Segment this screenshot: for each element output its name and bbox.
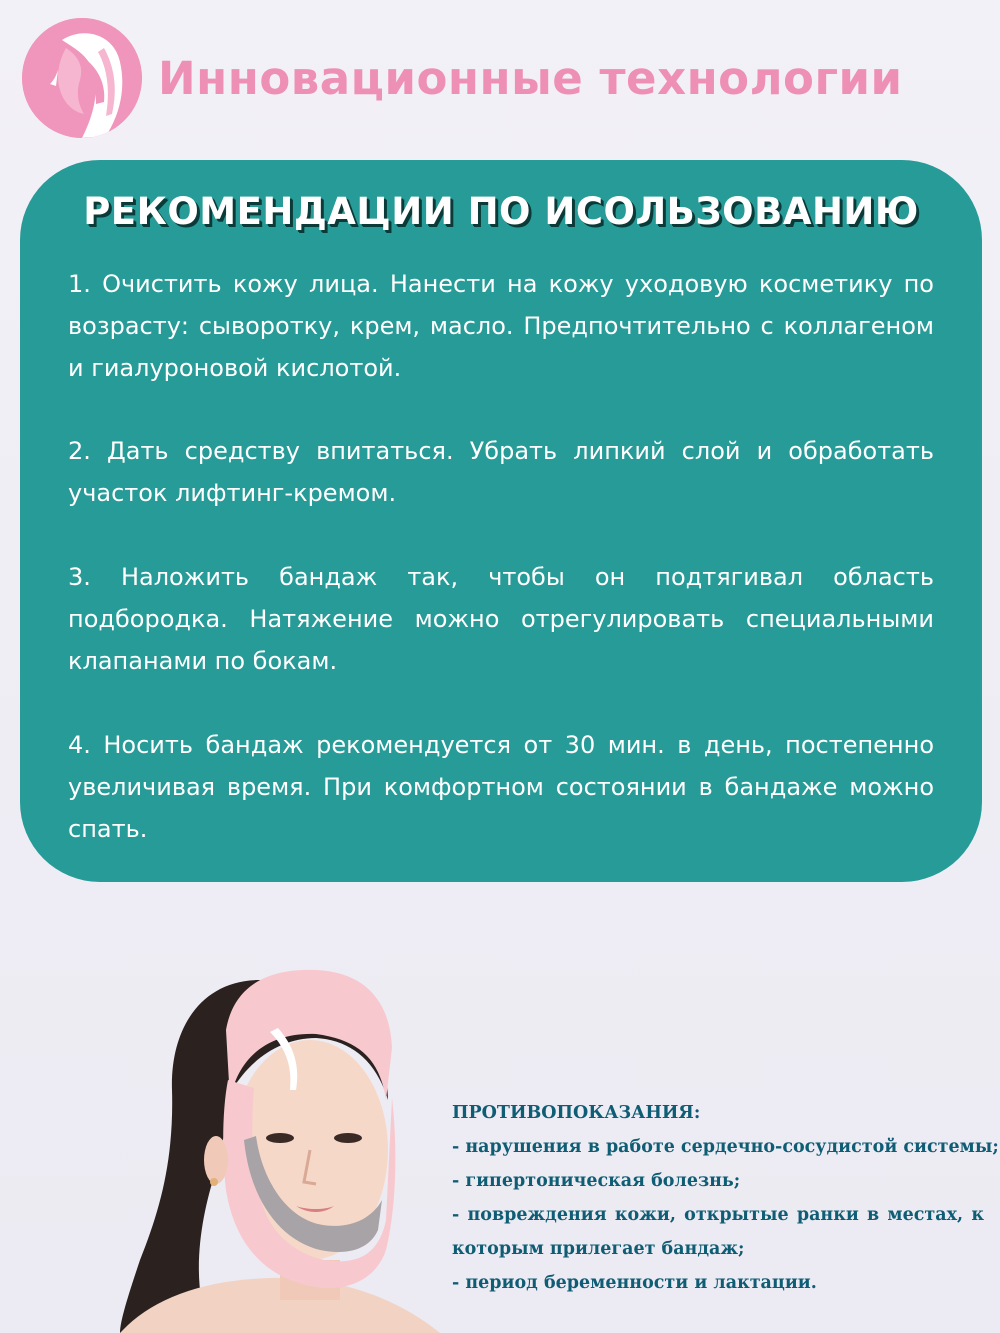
step-1: 1. Очистить кожу лица. Нанести на кожу уходовую косметику по возрасту: сыворотку, крем, масло. Предпочтительно с коллагеном и гиалуроновой кислотой. <box>68 270 934 382</box>
step-3: 3. Наложить бандаж так, чтобы он подтягивал область подбородка. Натяжение можно отрегулировать специальными клапанами по бокам. <box>68 563 934 675</box>
contraindication-item: - повреждения кожи, открытые ранки в местах, к <box>452 1205 984 1225</box>
contraindication-item: - гипертоническая болезнь; <box>452 1171 741 1191</box>
contraindication-item: - нарушения в работе сердечно-сосудистой системы; <box>452 1137 999 1157</box>
contraindications-block <box>452 1096 999 1300</box>
contraindications-title: ПРОТИВОПОКАЗАНИЯ: <box>452 1103 701 1123</box>
step-4: 4. Носить бандаж рекомендуется от 30 мин. в день, постепенно увеличивая время. При комфортном состоянии в бандаже можно спать. <box>68 731 934 843</box>
header <box>0 0 1000 160</box>
woman-face-logo-icon <box>22 18 142 138</box>
card-title: РЕКОМЕНДАЦИИ ПО ИСОЛЬЗОВАНИЮ <box>83 190 919 233</box>
step-2: 2. Дать средству впитаться. Убрать липкий слой и обработать участок лифтинг-кремом. <box>68 437 934 507</box>
brand-title: Инновационные технологии <box>158 52 903 105</box>
contraindication-item: - период беременности и лактации. <box>452 1273 817 1293</box>
contraindication-item: которым прилегает бандаж; <box>452 1239 745 1259</box>
woman-wearing-chin-bandage-photo <box>120 960 450 1333</box>
usage-recommendations-card <box>20 160 982 882</box>
